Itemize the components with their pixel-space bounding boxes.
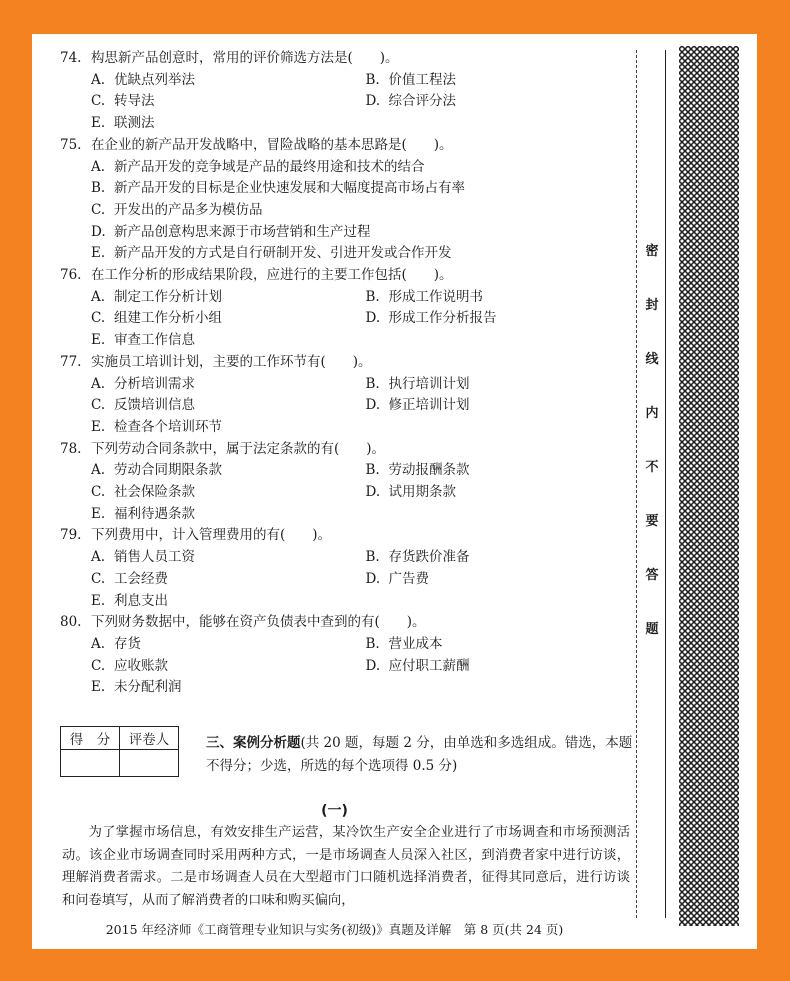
- answer-option: [366, 460, 641, 482]
- option-text: 审查工作信息: [114, 332, 195, 349]
- question-text: 构思新产品创意时，常用的评价筛选方法是( )。: [91, 50, 399, 66]
- option-letter: D.: [365, 657, 381, 674]
- option-text: 修正培训计划: [388, 397, 470, 414]
- answer-option: [91, 374, 366, 396]
- seal-dashed-line: [636, 50, 637, 918]
- option-letter: B.: [365, 635, 380, 652]
- option-letter: B.: [365, 549, 380, 566]
- answer-option: [91, 460, 366, 482]
- option-letter: E.: [91, 245, 106, 262]
- question-number: 78.: [60, 440, 82, 457]
- option-letter: C.: [91, 570, 106, 587]
- seal-char: 线: [645, 352, 659, 367]
- question: [60, 612, 640, 699]
- option-letter: D.: [365, 93, 381, 110]
- option-letter: C.: [91, 93, 106, 110]
- option-letter: D.: [91, 223, 106, 240]
- option-row: [91, 460, 640, 482]
- option-row: [91, 113, 640, 135]
- binding-pattern-strip: [679, 46, 739, 926]
- option-list: [60, 70, 640, 135]
- option-row: [91, 308, 640, 330]
- option-row: [91, 547, 640, 569]
- option-text: 应收账款: [114, 657, 168, 674]
- option-letter: A.: [91, 462, 106, 479]
- option-text: 新产品开发的方式是自行研制开发、引进开发或合作开发: [114, 245, 452, 262]
- answer-option: [366, 70, 641, 92]
- option-letter: E.: [91, 592, 106, 609]
- option-letter: B.: [365, 71, 380, 88]
- question-stem: [60, 525, 640, 547]
- question-number: 74.: [60, 50, 82, 66]
- option-row: [91, 482, 640, 504]
- answer-option: [91, 634, 366, 656]
- question-stem: [60, 352, 640, 374]
- option-text: 新产品开发的目标是企业快速发展和大幅度提高市场占有率: [114, 180, 465, 197]
- answer-option: [91, 287, 366, 309]
- option-text: 执行培训计划: [388, 375, 470, 392]
- option-text: 社会保险条款: [114, 484, 195, 501]
- case-title: (一): [321, 803, 348, 819]
- option-letter: A.: [91, 635, 106, 652]
- section-title: 三、案例分析题: [206, 735, 301, 751]
- question-text: 下列费用中，计入管理费用的有( )。: [91, 527, 332, 544]
- option-letter: E.: [91, 505, 106, 522]
- option-text: 联测法: [114, 115, 155, 132]
- option-text: 工会经费: [114, 570, 168, 587]
- option-letter: C.: [91, 484, 106, 501]
- question-number: 79.: [60, 527, 82, 544]
- option-row: [91, 374, 640, 396]
- option-row: [91, 677, 640, 699]
- answer-option: [91, 178, 640, 200]
- question: [60, 352, 640, 439]
- option-text: 劳动报酬条款: [388, 462, 470, 479]
- option-row: [91, 91, 640, 113]
- question-number: 75.: [60, 136, 82, 153]
- option-list: [60, 460, 640, 525]
- exam-page: [32, 34, 757, 949]
- score-header: 得 分: [61, 727, 120, 750]
- option-row: [91, 330, 640, 352]
- option-row: [91, 569, 640, 591]
- option-text: 开发出的产品多为模仿品: [114, 201, 263, 218]
- option-text: 未分配利润: [114, 679, 182, 696]
- question: [60, 265, 640, 352]
- option-letter: E.: [91, 418, 106, 435]
- question-text: 实施员工培训计划，主要的工作环节有( )。: [91, 353, 372, 370]
- option-row: [91, 417, 640, 439]
- option-text: 新产品创意构思来源于市场营销和生产过程: [114, 223, 371, 240]
- option-list: [60, 634, 640, 699]
- option-text: 劳动合同期限条款: [114, 462, 222, 479]
- option-text: 利息支出: [114, 592, 168, 609]
- grader-header: 评卷人: [120, 727, 179, 750]
- option-letter: A.: [91, 158, 106, 175]
- answer-option: [366, 374, 641, 396]
- option-letter: C.: [91, 201, 106, 218]
- option-row: [91, 504, 640, 526]
- answer-option: [91, 504, 370, 526]
- answer-option: [91, 591, 370, 613]
- answer-option: [366, 482, 641, 504]
- question: [60, 48, 640, 135]
- option-text: 转导法: [114, 93, 155, 110]
- question-number: 80.: [60, 614, 82, 631]
- option-row: [91, 634, 640, 656]
- question-text: 下列财务数据中，能够在资产负债表中查到的有( )。: [91, 614, 426, 631]
- answer-option: [91, 656, 366, 678]
- question-stem: [60, 439, 640, 461]
- option-text: 新产品开发的竞争域是产品的最终用途和技术的结合: [114, 158, 425, 175]
- option-list: [60, 157, 640, 266]
- option-letter: D.: [365, 310, 381, 327]
- option-row: [91, 591, 640, 613]
- option-letter: C.: [91, 657, 106, 674]
- option-text: 价值工程法: [388, 71, 456, 88]
- option-list: [60, 547, 640, 612]
- option-text: 分析培训需求: [114, 375, 195, 392]
- question-stem: [60, 265, 640, 287]
- question-text: 在工作分析的形成结果阶段，应进行的主要工作包括( )。: [91, 267, 453, 284]
- answer-option: [366, 569, 641, 591]
- question-stem: [60, 135, 640, 157]
- question-text: 在企业的新产品开发战略中，冒险战略的基本思路是( )。: [91, 136, 453, 153]
- option-letter: C.: [91, 310, 106, 327]
- question-stem: [60, 48, 640, 70]
- option-text: 销售人员工资: [114, 549, 195, 566]
- answer-option: [366, 287, 641, 309]
- option-text: 广告费: [388, 570, 429, 587]
- option-letter: D.: [365, 484, 381, 501]
- option-text: 存货跌价准备: [388, 549, 470, 566]
- option-text: 营业成本: [388, 635, 443, 652]
- option-letter: B.: [365, 462, 380, 479]
- seal-char: 题: [645, 622, 659, 637]
- page-footer: 2015 年经济师《工商管理专业知识与实务(初级)》真题及详解 第 8 页(共 24 页): [105, 922, 564, 937]
- option-row: [91, 287, 640, 309]
- option-text: 试用期条款: [388, 484, 456, 501]
- question-text: 下列劳动合同条款中，属于法定条款的有( )。: [91, 440, 386, 457]
- question: [60, 135, 640, 265]
- question: [60, 525, 640, 612]
- question-list: [60, 48, 640, 699]
- answer-option: [366, 547, 641, 569]
- option-text: 组建工作分析小组: [114, 310, 222, 327]
- question-number: 76.: [60, 267, 82, 284]
- option-letter: A.: [91, 71, 106, 88]
- answer-option: [366, 656, 641, 678]
- option-text: 反馈培训信息: [114, 397, 195, 414]
- option-letter: A.: [91, 375, 106, 392]
- option-list: [60, 287, 640, 352]
- answer-option: [91, 243, 640, 265]
- answer-option: [366, 308, 641, 330]
- option-letter: A.: [91, 288, 106, 305]
- seal-char: 不: [645, 460, 659, 475]
- option-text: 应付职工薪酬: [388, 657, 470, 674]
- answer-option: [91, 113, 370, 135]
- answer-option: [91, 482, 366, 504]
- seal-char: 内: [645, 406, 659, 421]
- question-number: 77.: [60, 353, 82, 370]
- option-text: 存货: [114, 635, 141, 652]
- answer-option: [91, 157, 640, 179]
- option-letter: D.: [365, 397, 381, 414]
- answer-option: [91, 222, 640, 244]
- answer-option: [91, 395, 366, 417]
- option-text: 综合评分法: [388, 93, 456, 110]
- seal-char: 封: [645, 298, 659, 313]
- answer-option: [91, 677, 370, 699]
- option-row: [91, 395, 640, 417]
- answer-option: [91, 569, 366, 591]
- option-text: 福利待遇条款: [114, 505, 195, 522]
- case-paragraph: 为了掌握市场信息，有效安排生产运营，某冷饮生产安全企业进行了市场调查和市场预测活动。该企业市场调查同时采用两种方式，一是市场调查人员深入社区，到消费者家中进行访谈，理解消费者需求。二是市场调查人员在大型超市门口随机选择消费者，征得其同意后，进行访谈和问卷填写，从而了解消费者的口味和购买偏向，: [62, 825, 630, 908]
- answer-option: [91, 417, 370, 439]
- answer-option: [91, 330, 370, 352]
- option-letter: D.: [365, 570, 381, 587]
- answer-option: [91, 200, 640, 222]
- answer-option: [91, 547, 366, 569]
- question: [60, 439, 640, 526]
- option-text: 优缺点列举法: [114, 71, 195, 88]
- section-rule: (共 20 题，每题 2 分，由单选和多选组成。错选，本题不得分；少选，所选的每个选项得 0.5 分): [206, 735, 633, 774]
- seal-warning: [644, 244, 660, 676]
- option-text: 制定工作分析计划: [114, 288, 222, 305]
- option-text: 形成工作说明书: [388, 288, 483, 305]
- option-letter: E.: [91, 332, 106, 349]
- option-letter: C.: [91, 397, 106, 414]
- option-letter: E.: [91, 115, 106, 132]
- option-row: [91, 656, 640, 678]
- seal-solid-line: [665, 50, 666, 918]
- answer-option: [366, 91, 641, 113]
- option-row: [91, 70, 640, 92]
- option-letter: B.: [365, 288, 380, 305]
- option-text: 形成工作分析报告: [388, 310, 497, 327]
- answer-option: [91, 70, 366, 92]
- answer-option: [91, 308, 366, 330]
- seal-char: 答: [645, 568, 659, 583]
- score-table: [60, 726, 179, 777]
- seal-char: 要: [645, 514, 659, 529]
- option-text: 检查各个培训环节: [114, 418, 222, 435]
- option-list: [60, 374, 640, 439]
- grader-cell: [120, 750, 179, 777]
- answer-option: [91, 91, 366, 113]
- option-letter: B.: [91, 180, 106, 197]
- section-heading: [206, 732, 640, 778]
- answer-option: [366, 395, 641, 417]
- option-letter: E.: [91, 679, 106, 696]
- question-stem: [60, 612, 640, 634]
- answer-option: [366, 634, 641, 656]
- option-letter: A.: [91, 549, 106, 566]
- seal-char: 密: [645, 244, 659, 259]
- option-letter: B.: [365, 375, 380, 392]
- score-cell: [61, 750, 120, 777]
